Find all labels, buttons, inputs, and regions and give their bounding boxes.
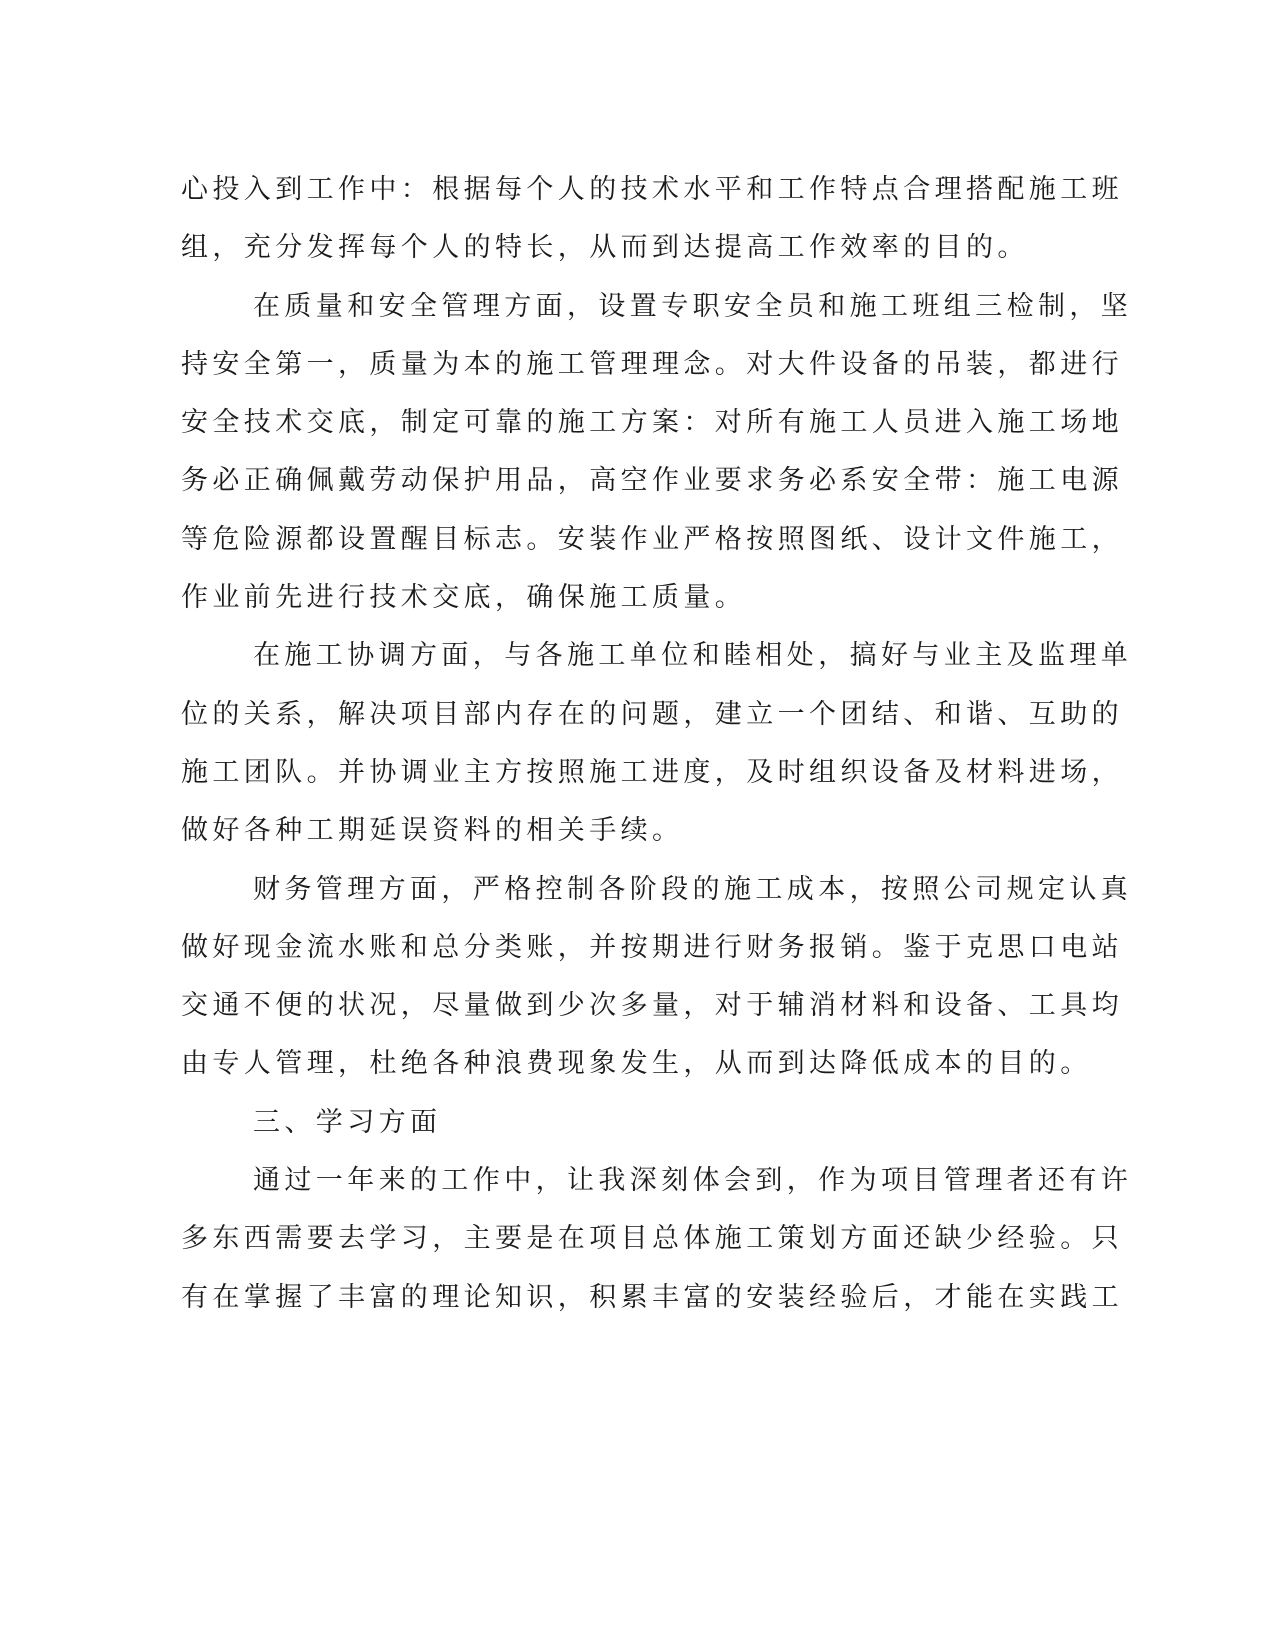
text-line: 安全技术交底，制定可靠的施工方案：对所有施工人员进入施工场地 [181, 407, 1123, 439]
text-line: 有在掌握了丰富的理论知识，积累丰富的安装经验后，才能在实践工 [181, 1281, 1123, 1313]
text-line: 等危险源都设置醒目标志。安装作业严格按照图纸、设计文件施工， [181, 523, 1123, 555]
text-line: 心投入到工作中：根据每个人的技术水平和工作特点合理搭配施工班 [181, 174, 1123, 205]
section-heading: 三、学习方面 [253, 1106, 442, 1138]
text-line: 由专人管理，杜绝各种浪费现象发生，从而到达降低成本的目的。 [181, 1048, 1092, 1080]
paragraph-start-line: 通过一年来的工作中，让我深刻体会到，作为项目管理者还有许 [253, 1165, 1133, 1197]
paragraph-start-line: 财务管理方面，严格控制各阶段的施工成本，按照公司规定认真 [253, 873, 1133, 905]
text-line: 持安全第一，质量为本的施工管理理念。对大件设备的吊装，都进行 [181, 348, 1123, 380]
paragraph-start-line: 在施工协调方面，与各施工单位和睦相处，搞好与业主及监理单 [253, 640, 1133, 672]
text-line: 多东西需要去学习，主要是在项目总体施工策划方面还缺少经验。只 [181, 1223, 1123, 1255]
text-line: 施工团队。并协调业主方按照施工进度，及时组织设备及材料进场， [181, 756, 1123, 788]
text-line: 组，充分发挥每个人的特长，从而到达提高工作效率的目的。 [181, 232, 1029, 264]
text-line: 做好现金流水账和总分类账，并按期进行财务报销。鉴于克思口电站 [181, 931, 1123, 963]
text-line: 作业前先进行技术交底，确保施工质量。 [181, 582, 747, 614]
text-line: 位的关系，解决项目部内存在的问题，建立一个团结、和谐、互助的 [181, 698, 1123, 730]
text-line: 务必正确佩戴劳动保护用品，高空作业要求务必系安全带：施工电源 [181, 465, 1123, 497]
body-text [181, 161, 1133, 1327]
paragraph-start-line: 在质量和安全管理方面，设置专职安全员和施工班组三检制，坚 [253, 290, 1133, 322]
text-line: 交通不便的状况，尽量做到少次多量，对于辅消材料和设备、工具均 [181, 990, 1123, 1022]
text-line: 做好各种工期延误资料的相关手续。 [181, 815, 684, 847]
